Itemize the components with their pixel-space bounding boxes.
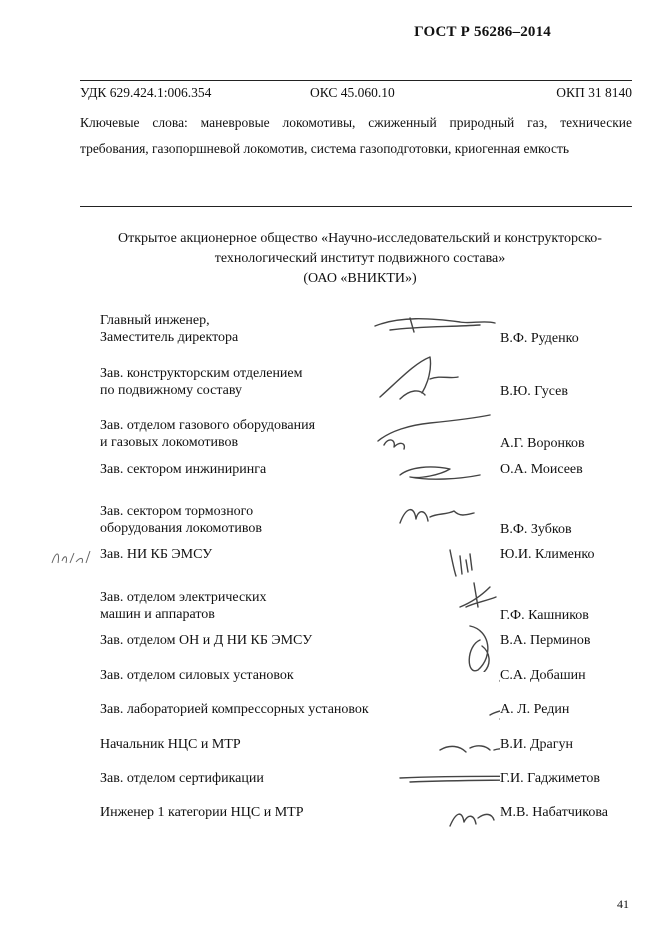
organization-block: [60, 229, 660, 289]
signatory-position: Зав. лабораторией компрессорных установок: [100, 702, 369, 717]
signatory-name: С.А. Добашин: [500, 668, 586, 683]
signatory-name: В.И. Драгун: [500, 737, 573, 752]
signatory-name: М.В. Набатчикова: [500, 805, 608, 820]
signatory-name: А.Г. Воронков: [500, 436, 585, 451]
page-number: 41: [617, 897, 629, 911]
handwritten-signature: [370, 349, 500, 405]
signatory-name: О.А. Моисеев: [500, 462, 583, 477]
signatory-position: Зав. отделом сертификации: [100, 771, 264, 786]
signatory-position: Зав. сектором тормозного оборудования локомотивов: [100, 504, 262, 536]
signatory-name: В.А. Перминов: [500, 633, 591, 648]
standard-header: ГОСТ Р 56286–2014: [414, 24, 551, 40]
signatory-name: Г.Ф. Кашников: [500, 608, 589, 623]
signatory-position: Зав. конструкторским отделением по подвижному составу: [100, 366, 303, 398]
signatory-position: Зав. сектором инжиниринга: [100, 462, 267, 477]
organization-line-3: (ОАО «ВНИКТИ»): [303, 271, 417, 286]
oks-code: ОКС 45.060.10: [310, 85, 395, 100]
signatory-position: Зав. отделом газового оборудования и газовых локомотивов: [100, 418, 316, 450]
signatory-name: В.Ф. Зубков: [500, 522, 572, 537]
keywords-label: Ключевые слова:: [80, 115, 188, 130]
keywords-block: [80, 110, 632, 162]
signatory-name: В.Ф. Руденко: [500, 331, 579, 346]
bottom-rule: [80, 206, 632, 207]
udk-code: УДК 629.424.1:006.354: [80, 85, 212, 100]
signatory-position: Главный инженер, Заместитель директора: [100, 313, 239, 345]
signatory-position: Инженер 1 категории НЦС и МТР: [100, 805, 304, 820]
signatory-name: А. Л. Редин: [500, 702, 570, 717]
signatory-position: Зав. отделом силовых установок: [100, 668, 294, 683]
signatory-position: Зав. отделом ОН и Д НИ КБ ЭМСУ: [100, 633, 313, 648]
signatory-name: В.Ю. Гусев: [500, 384, 568, 399]
organization-line-1: Открытое акционерное общество «Научно-исследовательский и конструкторско-: [118, 231, 602, 246]
handwritten-signature: [370, 296, 500, 352]
signatory-position: Зав. отделом электрических машин и аппаратов: [100, 590, 267, 622]
organization-line-2: технологический институт подвижного состава»: [214, 251, 506, 266]
top-rule: [80, 80, 632, 81]
keywords-text: маневровые локомотивы, сжиженный природный газ, технические требования, газопоршневой локомотив, система газоподготовки, криогенная емкость: [80, 115, 633, 156]
signatory-position: Начальник НЦС и МТР: [100, 737, 241, 752]
handwritten-signature: [370, 788, 500, 844]
signatory-name: Ю.И. Клименко: [500, 547, 595, 562]
signatory-name: Г.И. Гаджиметов: [500, 771, 600, 786]
margin-handwritten-note: [50, 545, 96, 571]
okp-code: ОКП 31 8140: [556, 85, 632, 100]
signatory-position: Зав. НИ КБ ЭМСУ: [100, 547, 213, 562]
